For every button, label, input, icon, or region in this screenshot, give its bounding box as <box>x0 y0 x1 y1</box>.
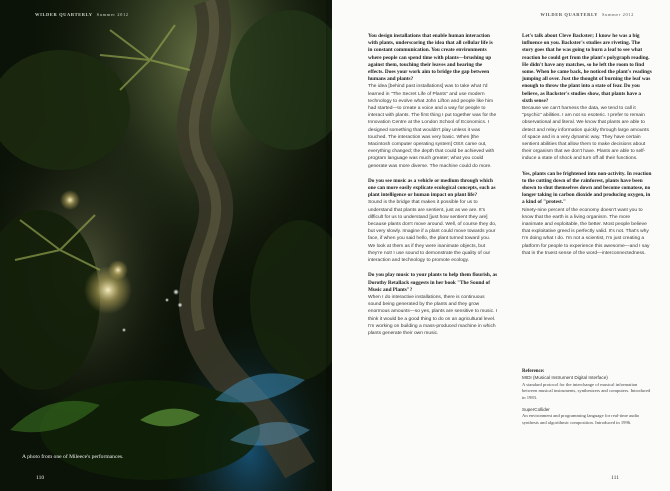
reference-title: Reference: <box>522 369 545 374</box>
interview-answer: When I do interactive installations, there is continuous sound being generated by the plants and they grow enormous amounts—so yes, plants are sensitive to music. I think it would be a good thing to do on an agricultural level. I'm working on building a mass-produced machine in which plants generate their own music. <box>368 294 498 336</box>
publication-name: WILDER QUARTERLY <box>540 12 599 17</box>
interview-answer: Sound is the bridge that makes it possible for us to understand that plants are sentient, just as we are. It's difficult for us to understand [just how sentient they are] because plants don't move around. Well, of course they do, but very slowly. Imagine if a plant could move towards your face, if when you said hello, the plant turned toward you. We look at them as if they were inanimate objects, but they're not! I use sound to demonstrate the quality of our interaction and technology to promote ecology. <box>368 200 497 264</box>
running-header-left <box>35 12 129 17</box>
page-number-left: 110 <box>36 475 45 481</box>
interview-question: Do you see music as a vehicle or medium through which one can more easily explicate ecological concepts, such as plant intelligence or human impact on plant life? <box>368 177 496 199</box>
reference-sidebar <box>522 369 652 432</box>
interview-answer: Because we can't harness the data, we tend to call it "psychic" abilities. I am not so esoteric. I prefer to remain observational and literal. We know that plants are able to detect and relay information quickly through large amounts of space and in a very dynamic way. They have certain sentient abilities that allow them to make decisions about their organism that we don't have. Plants are able to self-induce a state of shock and turn off all their functions. <box>522 106 649 162</box>
text-column-1 <box>368 33 498 343</box>
interview-answer: Ninety-nine percent of the economy doesn't want you to know that the earth is a living organism. The more inanimate and exploitable, the better. Most people believe that exploitative greed is perfectly valid. It's not. That's why I'm doing what I do. I'm not a scientist, I'm just creating a platform for people to experience this awesome—and I say that in the truest sense of the word—interconnectedness. <box>522 207 650 256</box>
interview-answer: The idea [behind past installations] was to take what I'd learned in "The Secret Life of Plants" and use modern technology to evolve what John Lifton and people like him had started—to create a voice and a way for people to interact with plants. The first thing I put together was for the Innovation Centre at the London School of Economics. I designed something that wouldn't play unless it was touched. The interaction was very basic. When [the Macintosh computer operating system] OSX came out, everything changed; the depth that could be achieved with program language was much greater; what you could generate was more diverse. The machine could do more. <box>368 84 497 169</box>
reference-term: SuperCollider <box>522 407 550 413</box>
issue-label: Summer 2012 <box>602 12 634 17</box>
left-page <box>0 0 332 491</box>
reference-definition: An environment and programming language for real-time audio synthesis and algorithmic composition. Introduced in 1996. <box>522 413 640 425</box>
interview-question: Do you play music to your plants to help them flourish, as Dorothy Retallack suggests in her book "The Sound of Music and Plants"? <box>368 272 498 293</box>
right-page <box>332 0 670 491</box>
reference-term: MIDI (Musical Instrument Digital Interface) <box>522 375 608 381</box>
publication-name: WILDER QUARTERLY <box>35 12 93 17</box>
running-header-right <box>540 12 634 17</box>
interview-question: Let's talk about Cleve Backster; I know he was a big influence on you. Backster's studies are riveting. The story goes that he was going to burn a leaf to see what reaction he could get from the plant's polygraph reading. He didn't have any matches, so he left the room to find some. When he came back, he noticed the plant's readings jumping all over. Just the thought of burning the leaf was enough to throw the plant into a state of fear. Do you believe, as Backster's studies show, that plants have a sixth sense? <box>522 33 652 104</box>
interview-question: Yes, plants can be frightened into non-activity. In reaction to the cutting down of the rainforest, plants have been shown to shut themselves down and become comatose, no longer taking in carbon dioxide and producing oxygen, in a kind of "protest." <box>522 170 652 206</box>
performance-photo <box>0 0 332 491</box>
issue-label: Summer 2012 <box>96 12 129 17</box>
interview-question: You design installations that enable human interaction with plants, underscoring the idea that all cellular life is in constant communication. You create environments where people can spend time with plants—brushing up against them, touching their leaves and hearing the effects. Does your work aim to bridge the gap between humans and plants? <box>368 33 493 83</box>
photo-caption: A photo from one of Mileece's performances. <box>22 454 124 460</box>
text-column-2 <box>522 33 652 263</box>
page-number-right: 111 <box>611 475 619 481</box>
reference-definition: A standard protocol for the interchange of musical information between musical instruments, synthesizers and computers. Introduced in 1983. <box>522 381 651 400</box>
